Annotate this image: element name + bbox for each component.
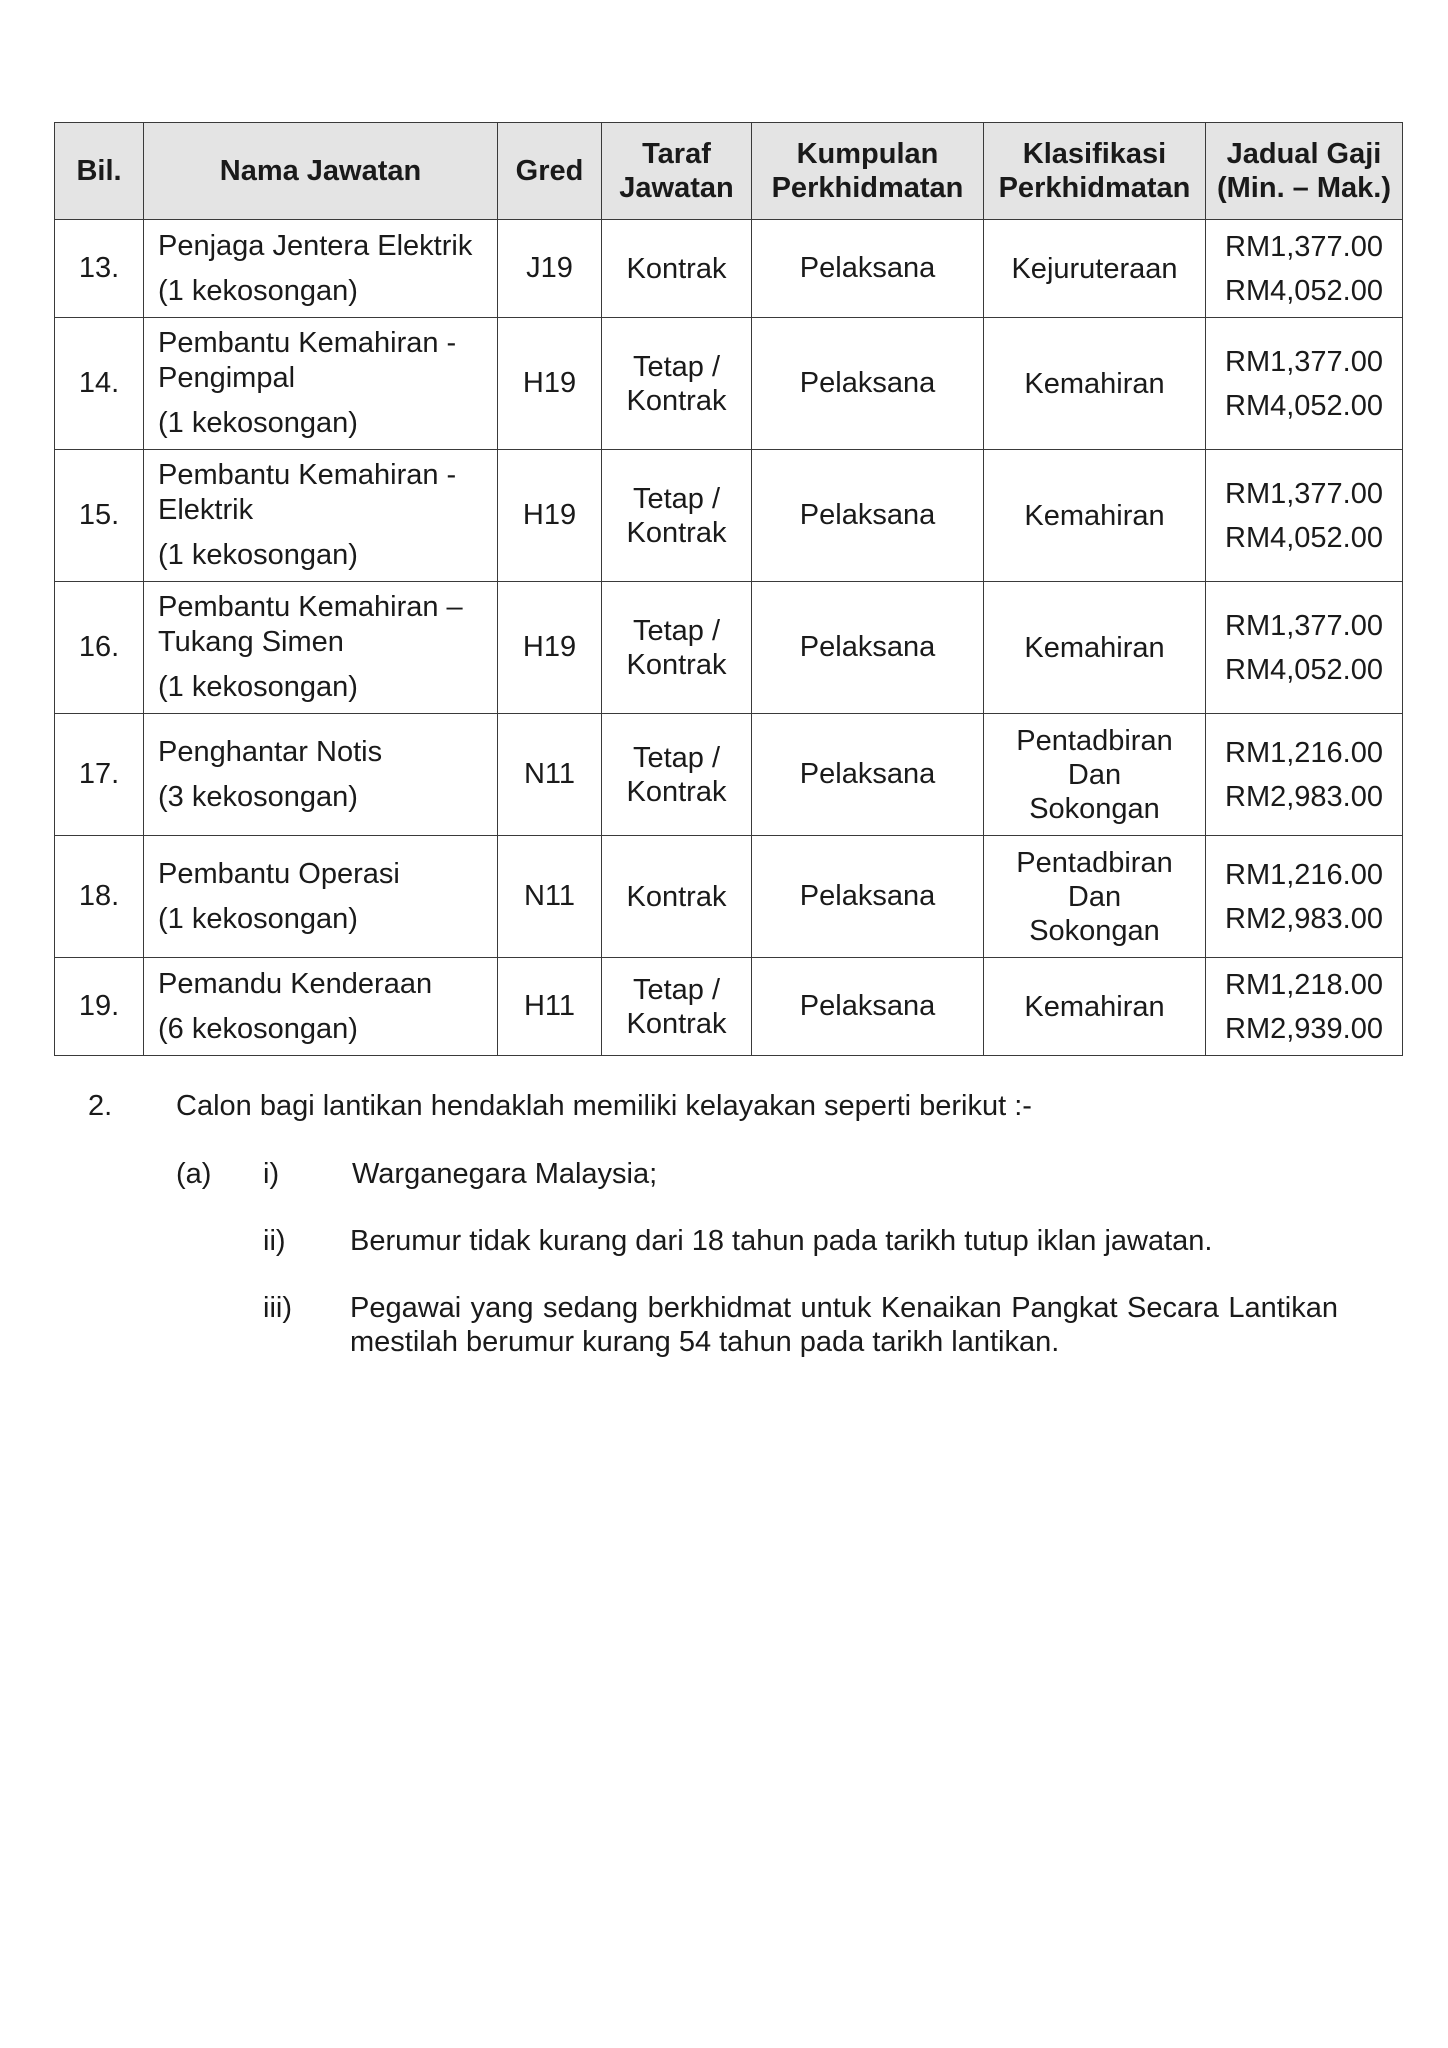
job-title-line: Penghantar Notis	[158, 735, 383, 768]
header-taraf-line: Taraf	[642, 138, 711, 170]
header-kumpulan-line: Perkhidmatan	[771, 172, 964, 204]
cell-jadual-gaji	[1206, 318, 1403, 450]
salary-max: RM4,052.00	[1225, 521, 1383, 554]
cell-kumpulan: Pelaksana	[752, 582, 984, 714]
job-title-line: Pengimpal	[158, 362, 296, 395]
cell-bil: 13.	[55, 220, 144, 318]
salary-max: RM4,052.00	[1225, 389, 1383, 422]
section-number: 2.	[88, 1090, 113, 1122]
classification-line: Kemahiran	[1024, 367, 1165, 400]
header-gred: Gred	[498, 123, 602, 220]
cell-taraf-jawatan	[602, 450, 752, 582]
table-row	[55, 582, 1403, 714]
cell-klasifikasi	[984, 836, 1206, 958]
cell-klasifikasi	[984, 318, 1206, 450]
cell-klasifikasi	[984, 714, 1206, 836]
salary-max: RM4,052.00	[1225, 653, 1383, 686]
cell-kumpulan: Pelaksana	[752, 220, 984, 318]
table-row	[55, 714, 1403, 836]
vacancy-table	[54, 122, 1403, 1056]
cell-bil: 19.	[55, 958, 144, 1056]
cell-gred: H19	[498, 450, 602, 582]
cell-jadual-gaji	[1206, 958, 1403, 1056]
item-number: iii)	[263, 1292, 292, 1324]
header-klasifikasi-line: Perkhidmatan	[998, 172, 1191, 204]
job-title-line: Pembantu Kemahiran -	[158, 459, 457, 492]
classification-line: Dan	[1067, 758, 1122, 791]
cell-klasifikasi	[984, 450, 1206, 582]
cell-klasifikasi	[984, 958, 1206, 1056]
classification-line: Sokongan	[1029, 792, 1160, 825]
cell-gred: N11	[498, 836, 602, 958]
cell-taraf-jawatan	[602, 958, 752, 1056]
salary-min: RM1,377.00	[1225, 477, 1383, 510]
cell-jadual-gaji	[1206, 450, 1403, 582]
classification-line: Pentadbiran	[1016, 846, 1173, 879]
cell-nama-jawatan	[144, 958, 498, 1056]
item-number: ii)	[263, 1225, 286, 1257]
header-bil: Bil.	[55, 123, 144, 220]
cell-nama-jawatan	[144, 582, 498, 714]
cell-gred: J19	[498, 220, 602, 318]
salary-min: RM1,377.00	[1225, 345, 1383, 378]
requirement-item-text: Berumur tidak kurang dari 18 tahun pada tarikh tutup iklan jawatan.	[350, 1225, 1213, 1257]
job-title-line: Pembantu Operasi	[158, 857, 400, 890]
cell-kumpulan: Pelaksana	[752, 450, 984, 582]
table-body	[55, 220, 1403, 1056]
cell-taraf-jawatan	[602, 714, 752, 836]
salary-max: RM4,052.00	[1225, 274, 1383, 307]
cell-gred: H19	[498, 318, 602, 450]
cell-taraf-jawatan	[602, 318, 752, 450]
cell-nama-jawatan	[144, 836, 498, 958]
cell-jadual-gaji	[1206, 714, 1403, 836]
cell-taraf-jawatan	[602, 836, 752, 958]
job-title-line: Pembantu Kemahiran -	[158, 327, 457, 360]
classification-line: Kemahiran	[1024, 990, 1165, 1023]
requirements-intro: Calon bagi lantikan hendaklah memiliki kelayakan seperti berikut :-	[176, 1090, 1032, 1122]
cell-bil: 14.	[55, 318, 144, 450]
salary-max: RM2,983.00	[1225, 780, 1383, 813]
classification-line: Dan	[1067, 880, 1122, 913]
classification-line: Kemahiran	[1024, 499, 1165, 532]
job-title-line: Elektrik	[158, 494, 254, 527]
cell-nama-jawatan	[144, 714, 498, 836]
cell-nama-jawatan	[144, 318, 498, 450]
header-klasifikasi-perkhidmatan	[984, 123, 1206, 220]
salary-max: RM2,983.00	[1225, 902, 1383, 935]
classification-line: Sokongan	[1029, 914, 1160, 947]
header-klasifikasi-line: Klasifikasi	[1022, 138, 1167, 170]
salary-min: RM1,377.00	[1225, 609, 1383, 642]
vacancy-count: (1 kekosongan)	[158, 406, 358, 439]
status-line: Kontrak	[626, 384, 727, 417]
status-line: Tetap /	[632, 350, 721, 383]
cell-taraf-jawatan	[602, 220, 752, 318]
cell-jadual-gaji	[1206, 582, 1403, 714]
job-title-line: Penjaga Jentera Elektrik	[158, 229, 473, 262]
header-kumpulan-perkhidmatan	[752, 123, 984, 220]
vacancy-count: (1 kekosongan)	[158, 538, 358, 571]
vacancy-count: (3 kekosongan)	[158, 780, 358, 813]
status-line: Kontrak	[626, 252, 727, 285]
salary-min: RM1,216.00	[1225, 736, 1383, 769]
status-line: Kontrak	[626, 648, 727, 681]
cell-nama-jawatan	[144, 450, 498, 582]
requirement-item-text: Pegawai yang sedang berkhidmat untuk Kenaikan Pangkat Secara Lantikan mestilah berumur kurang 54 tahun pada tarikh lantikan.	[350, 1292, 1338, 1358]
cell-klasifikasi	[984, 220, 1206, 318]
cell-bil: 15.	[55, 450, 144, 582]
cell-taraf-jawatan	[602, 582, 752, 714]
header-taraf-jawatan	[602, 123, 752, 220]
vacancy-count: (1 kekosongan)	[158, 670, 358, 703]
header-taraf-line: Jawatan	[619, 172, 734, 204]
vacancy-count: (1 kekosongan)	[158, 902, 358, 935]
requirement-item-text: Warganegara Malaysia;	[352, 1158, 658, 1190]
section-label: (a)	[176, 1158, 212, 1190]
salary-min: RM1,216.00	[1225, 858, 1383, 891]
job-title-line: Pemandu Kenderaan	[158, 967, 433, 1000]
salary-min: RM1,218.00	[1225, 968, 1383, 1001]
status-line: Tetap /	[632, 741, 721, 774]
cell-gred: H11	[498, 958, 602, 1056]
header-gaji-line: (Min. – Mak.)	[1216, 172, 1391, 204]
vacancy-count: (1 kekosongan)	[158, 274, 358, 307]
table-row	[55, 958, 1403, 1056]
classification-line: Pentadbiran	[1016, 724, 1173, 757]
cell-gred: N11	[498, 714, 602, 836]
status-line: Kontrak	[626, 516, 727, 549]
table-row	[55, 318, 1403, 450]
cell-kumpulan: Pelaksana	[752, 958, 984, 1056]
cell-bil: 16.	[55, 582, 144, 714]
status-line: Tetap /	[632, 482, 721, 515]
status-line: Kontrak	[626, 880, 727, 913]
status-line: Tetap /	[632, 614, 721, 647]
cell-klasifikasi	[984, 582, 1206, 714]
status-line: Tetap /	[632, 973, 721, 1006]
vacancy-count: (6 kekosongan)	[158, 1012, 358, 1045]
header-jadual-gaji	[1206, 123, 1403, 220]
header-nama-jawatan: Nama Jawatan	[144, 123, 498, 220]
header-kumpulan-line: Kumpulan	[796, 138, 939, 170]
classification-line: Kemahiran	[1024, 631, 1165, 664]
table-row	[55, 220, 1403, 318]
cell-jadual-gaji	[1206, 220, 1403, 318]
job-title-line: Pembantu Kemahiran –	[158, 591, 463, 624]
classification-line: Kejuruteraan	[1011, 252, 1178, 285]
cell-bil: 18.	[55, 836, 144, 958]
cell-bil: 17.	[55, 714, 144, 836]
table-header-row	[55, 123, 1403, 220]
cell-kumpulan: Pelaksana	[752, 318, 984, 450]
salary-min: RM1,377.00	[1225, 230, 1383, 263]
cell-kumpulan: Pelaksana	[752, 836, 984, 958]
status-line: Kontrak	[626, 1007, 727, 1040]
table-row	[55, 836, 1403, 958]
cell-kumpulan: Pelaksana	[752, 714, 984, 836]
job-title-line: Tukang Simen	[158, 626, 344, 659]
cell-nama-jawatan	[144, 220, 498, 318]
table-row	[55, 450, 1403, 582]
item-number: i)	[263, 1158, 280, 1190]
status-line: Kontrak	[626, 775, 727, 808]
header-gaji-line: Jadual Gaji	[1226, 138, 1382, 170]
cell-gred: H19	[498, 582, 602, 714]
salary-max: RM2,939.00	[1225, 1012, 1383, 1045]
cell-jadual-gaji	[1206, 836, 1403, 958]
